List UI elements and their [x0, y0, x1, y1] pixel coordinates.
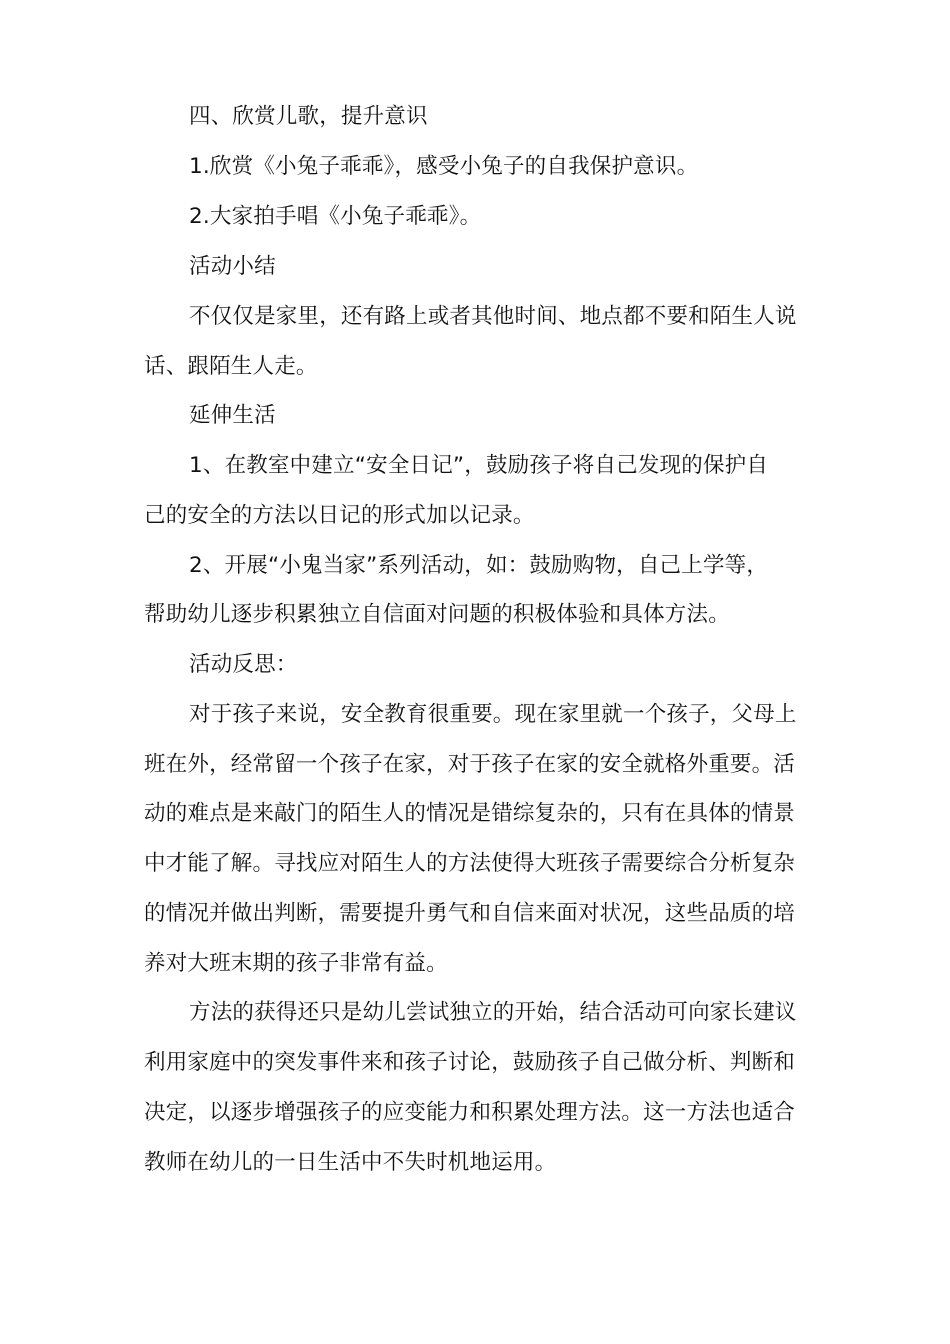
body-line: 利用家庭中的突发事件来和孩子讨论，鼓励孩子自己做分析、判断和: [144, 1050, 796, 1075]
body-line: 方法的获得还只是幼儿尝试独立的开始，结合活动可向家长建议: [189, 1000, 797, 1025]
body-line: 决定，以逐步增强孩子的应变能力和积累处理方法。这一方法也适合: [144, 1100, 796, 1125]
body-line: 教师在幼儿的一日生活中不失时机地运用。: [144, 1150, 557, 1175]
body-line: 2、开展“小鬼当家”系列活动，如：鼓励购物，自己上学等，: [189, 553, 769, 578]
section-heading: 活动反思：: [189, 652, 298, 677]
section-heading: 四、欣赏儿歌，提升意识: [189, 104, 428, 129]
body-line: 不仅仅是家里，还有路上或者其他时间、地点都不要和陌生人说: [189, 304, 797, 329]
body-line: 帮助幼儿逐步积累独立自信面对问题的积极体验和具体方法。: [144, 602, 730, 627]
section-heading: 活动小结: [189, 254, 276, 279]
body-line: 1、在教室中建立“安全日记”，鼓励孩子将自己发现的保护自: [189, 453, 769, 478]
body-line: 的情况并做出判断，需要提升勇气和自信来面对状况，这些品质的培: [144, 901, 796, 926]
body-line: 1.欣赏《小兔子乖乖》，感受小兔子的自我保护意识。: [189, 154, 699, 179]
body-line: 对于孩子来说，安全教育很重要。现在家里就一个孩子，父母上: [189, 702, 797, 727]
body-line: 2.大家拍手唱《小兔子乖乖》。: [189, 204, 482, 229]
body-line: 己的安全的方法以日记的形式加以记录。: [144, 503, 535, 528]
body-line: 中才能了解。寻找应对陌生人的方法使得大班孩子需要综合分析复杂: [144, 851, 796, 876]
section-heading: 延伸生活: [189, 403, 276, 428]
body-line: 动的难点是来敲门的陌生人的情况是错综复杂的，只有在具体的情景: [144, 801, 796, 826]
body-line: 养对大班末期的孩子非常有益。: [144, 951, 448, 976]
body-line: 话、跟陌生人走。: [144, 354, 318, 379]
body-line: 班在外，经常留一个孩子在家，对于孩子在家的安全就格外重要。活: [144, 752, 796, 777]
